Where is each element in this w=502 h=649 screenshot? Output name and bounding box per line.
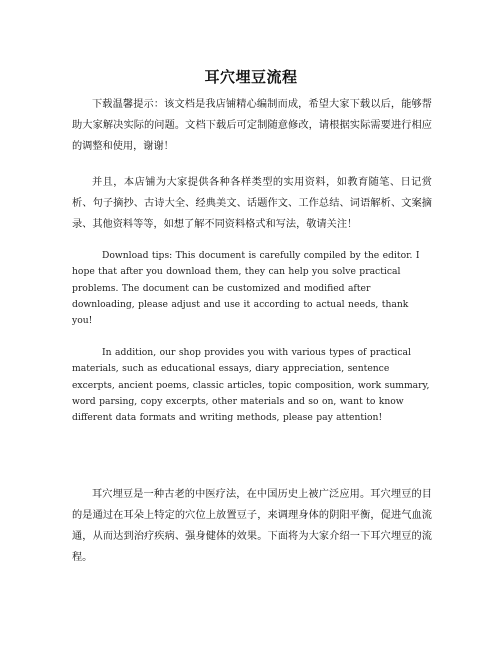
intro-paragraph: 耳穴埋豆是一种古老的中医疗法，在中国历史上被广泛应用。耳穴埋豆的目的是通过在耳朵上特定的穴位上放置豆子，来调理身体的阴阳平衡，促进气血流通，从而达到治疗疾病、强身健体的效果。下面将为大家介绍一下耳穴埋豆的流程。 <box>72 489 432 563</box>
shop-notice-paragraph-en: In addition, our shop provides you with various types of practical materials, such as educational essays, diary appreciation, sentence excerpts, ancient poems, classic articles, topic composition, work summary, word parsing, copy excerpts, other materials and so on, want to know different data formats and writing methods, please pay attention! <box>72 347 430 424</box>
shop-notice-paragraph-cn: 并且，本店铺为大家提供各种各样类型的实用资料，如教育随笔、日记赏析、句子摘抄、古诗大全、经典美文、话题作文、工作总结、词语解析、文案摘录、其他资料等等，如想了解不同资料格式和写法，敬请关注！ <box>72 177 432 230</box>
download-notice-paragraph-cn: 下载温馨提示：该文档是我店铺精心编制而成，希望大家下载以后，能够帮助大家解决实际的问题。文档下载后可定制随意修改，请根据实际需要进行相应的调整和使用，谢谢！ <box>72 99 432 152</box>
document-title: 耳穴埋豆流程 <box>204 68 298 86</box>
download-tips-paragraph-en: Download tips: This document is carefully compiled by the editor. I hope that after you download them, they can help you solve practical problems. The document can be customized and modified after downloading, please adjust and use it according to actual needs, thank you! <box>72 250 420 327</box>
